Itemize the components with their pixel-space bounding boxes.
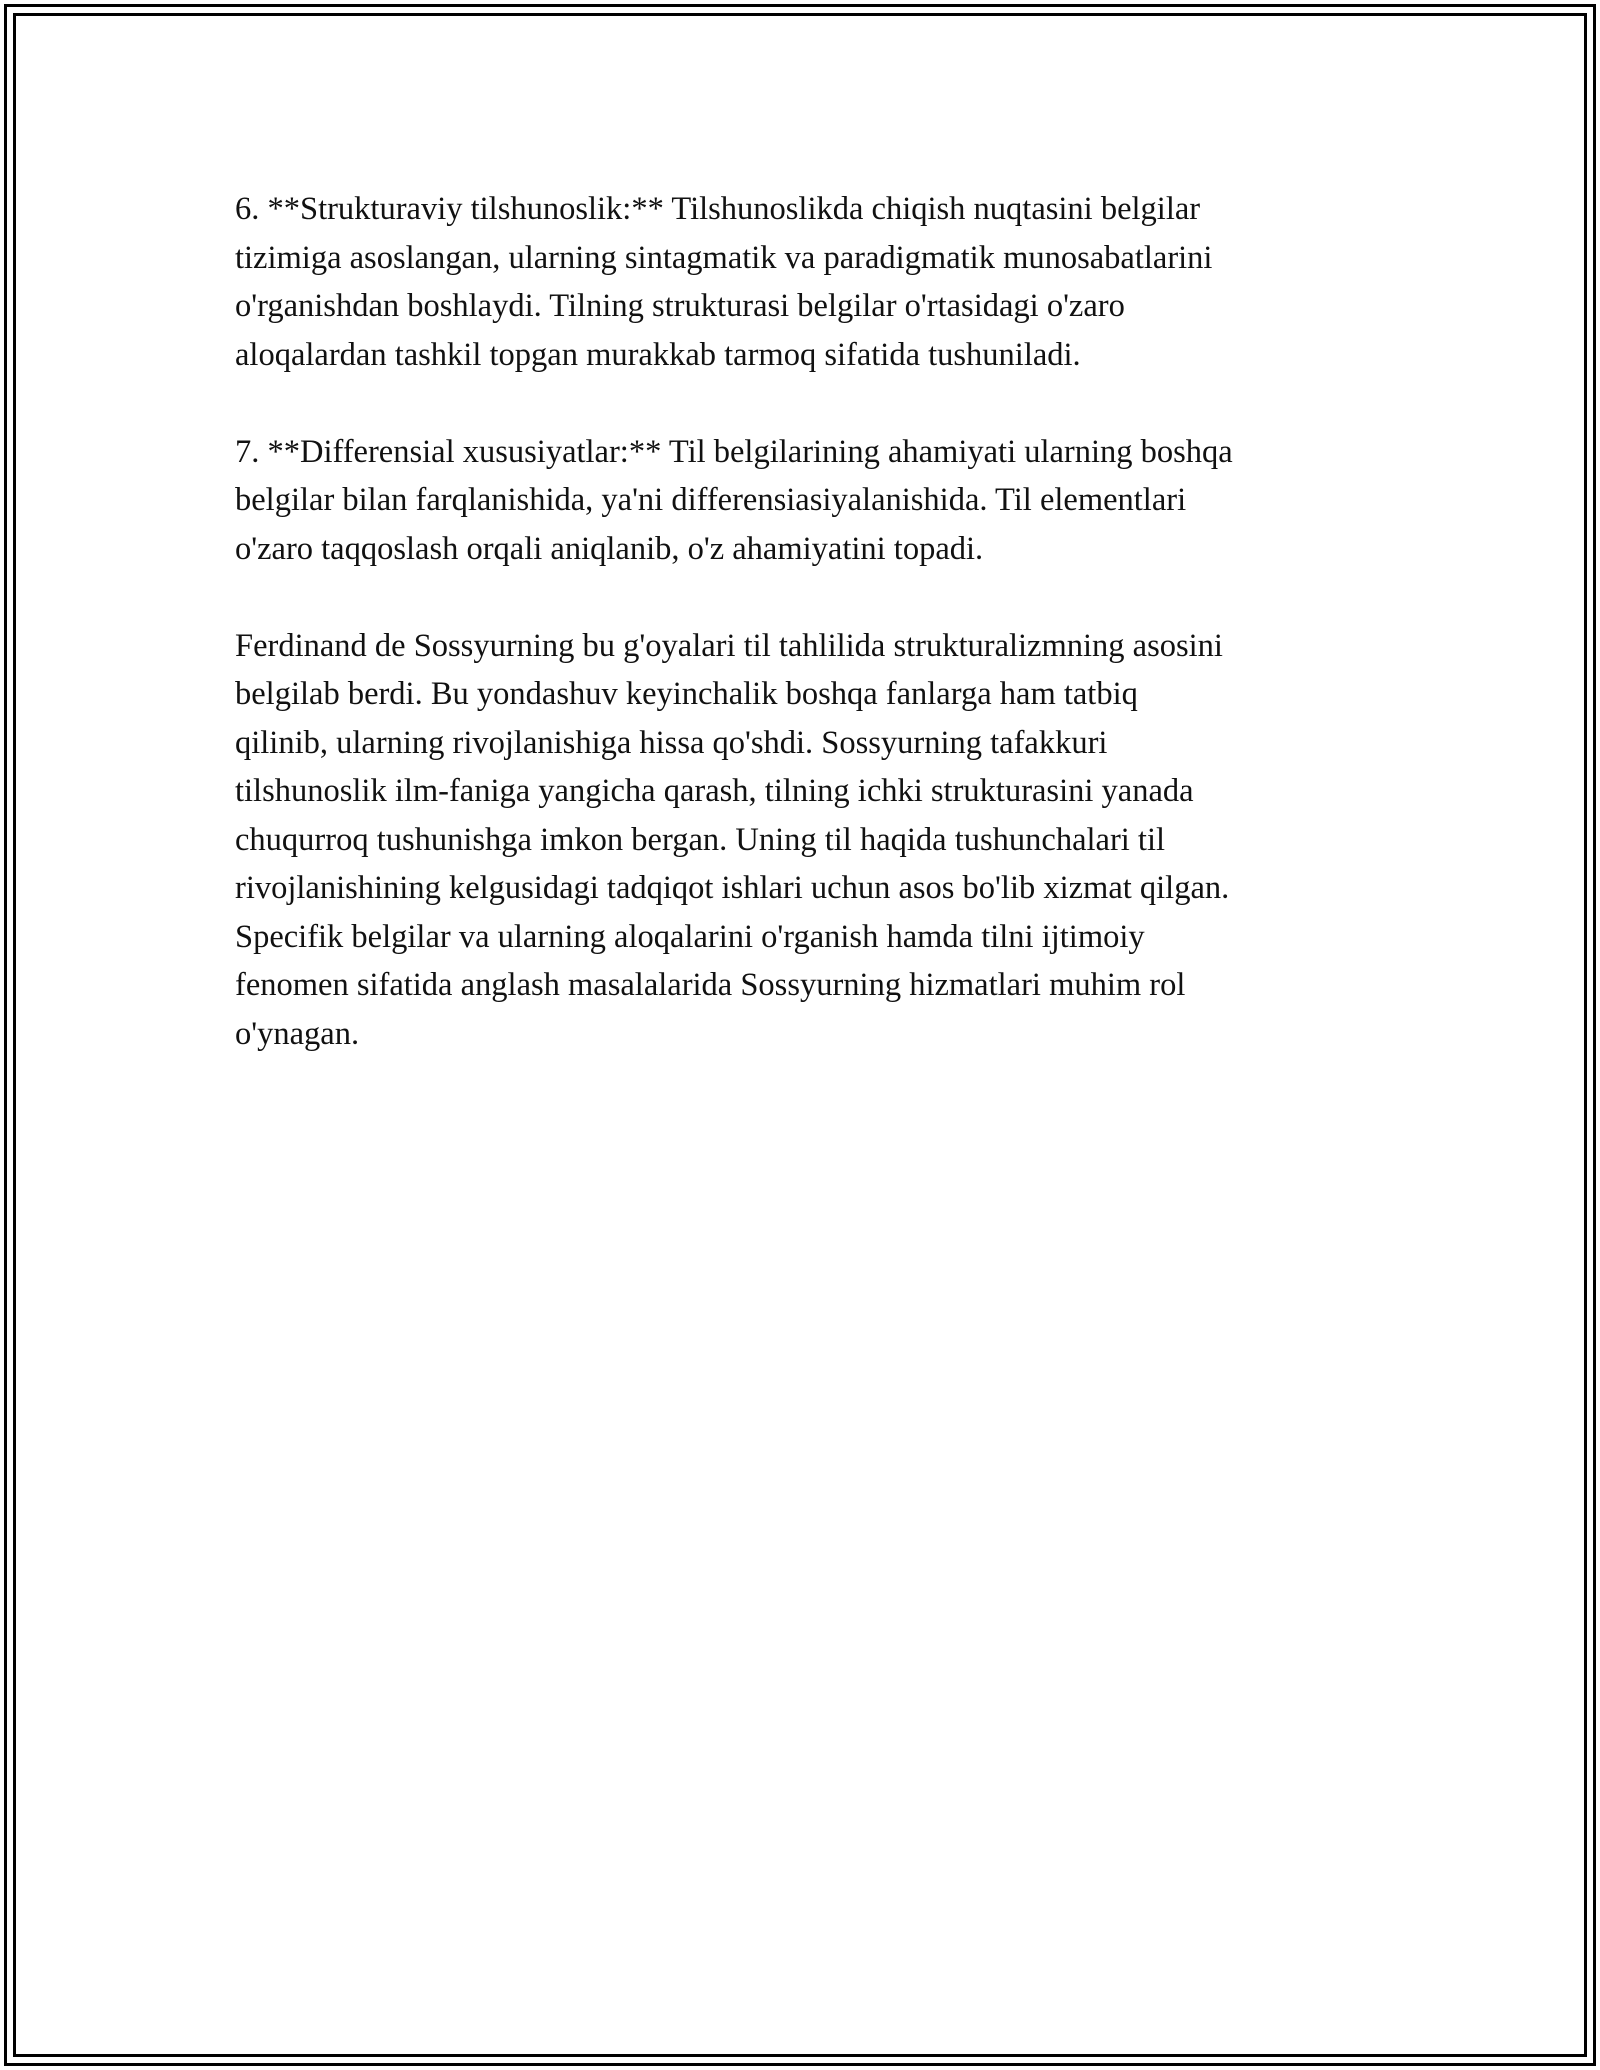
text-line: rivojlanishining kelgusidagi tadqiqot ishlari uchun asos bo'lib xizmat qilgan.: [235, 870, 1230, 906]
document-body: [235, 185, 1375, 1107]
text-line: 6. **Strukturaviy tilshunoslik:** Tilshunoslikda chiqish nuqtasini belgilar: [235, 191, 1201, 227]
text-line: o'rganishdan boshlaydi. Tilning strukturasi belgilar o'rtasidagi o'zaro: [235, 288, 1125, 324]
text-line: Ferdinand de Sossyurning bu g'oyalari til tahlilida strukturalizmning asosini: [235, 627, 1223, 664]
text-line: chuqurroq tushunishga imkon bergan. Uning til haqida tushunchalari til: [235, 821, 1166, 858]
text-line: tilshunoslik ilm-faniga yangicha qarash, tilning ichki strukturasini yanada: [235, 773, 1194, 809]
paragraph-structural-linguistics: [235, 185, 1375, 379]
text-line: belgilab berdi. Bu yondashuv keyinchalik boshqa fanlarga ham tatbiq: [235, 676, 1138, 712]
text-line: Specifik belgilar va ularning aloqalarini o'rganish hamda tilni ijtimoiy: [235, 918, 1145, 955]
paragraph-conclusion: [235, 622, 1375, 1059]
text-line: aloqalardan tashkil topgan murakkab tarmoq sifatida tushuniladi.: [235, 336, 1081, 373]
text-line: 7. **Differensial xususiyatlar:** Til belgilarining ahamiyati ularning boshqa: [235, 433, 1233, 470]
text-line: fenomen sifatida anglash masalalarida Sossyurning hizmatlari muhim rol: [235, 967, 1186, 1003]
text-line: qilinib, ularning rivojlanishiga hissa qo'shdi. Sossyurning tafakkuri: [235, 724, 1108, 761]
text-line: o'zaro taqqoslash orqali aniqlanib, o'z ahamiyatini topadi.: [235, 530, 984, 567]
text-line: belgilar bilan farqlanishida, ya'ni differensiasiyalanishida. Til elementlari: [235, 482, 1187, 518]
text-line: tizimiga asoslangan, ularning sintagmatik va paradigmatik munosabatlarini: [235, 239, 1213, 276]
text-line: o'ynagan.: [235, 1015, 360, 1052]
paragraph-differential-features: [235, 428, 1375, 574]
